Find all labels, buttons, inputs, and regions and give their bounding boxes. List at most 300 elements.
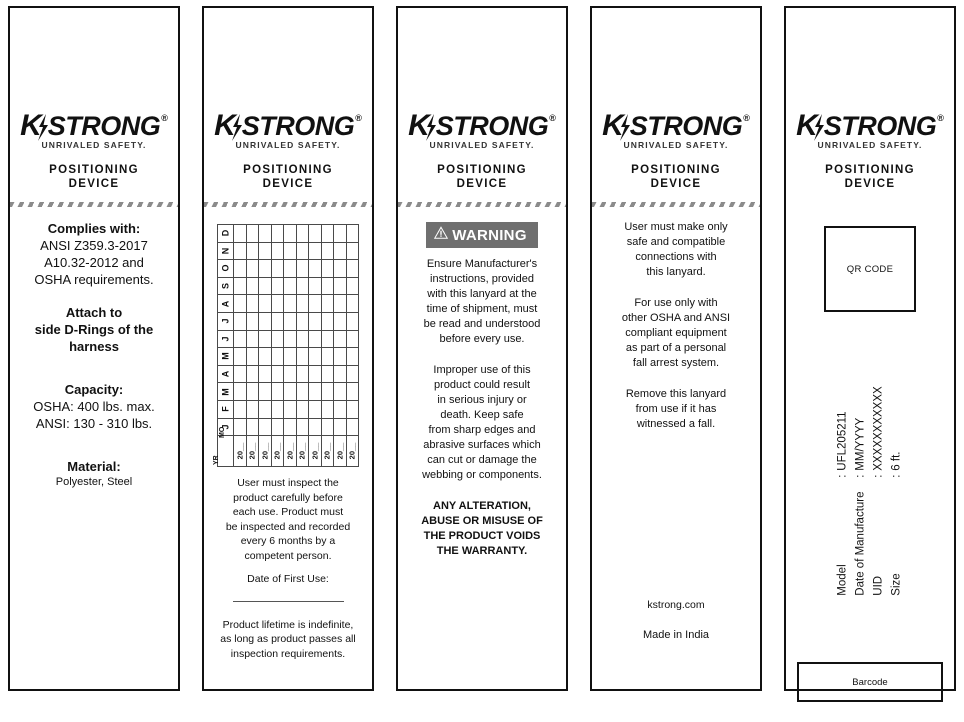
grid-cell[interactable]	[271, 277, 284, 295]
grid-cell[interactable]	[234, 312, 247, 330]
tag-panel-inspection-log	[202, 6, 374, 691]
grid-month-row	[218, 242, 359, 260]
text-line: A10.32-2012 and	[44, 255, 144, 270]
grid-cell[interactable]	[321, 225, 334, 243]
text-line: from sharp edges and	[428, 424, 536, 436]
grid-cell[interactable]	[309, 277, 322, 295]
lightning-bolt-icon	[38, 114, 49, 141]
inspection-note	[213, 476, 363, 563]
text-line: User must make only	[624, 221, 728, 233]
grid-cell[interactable]	[309, 400, 322, 418]
logo-letter-k: K	[20, 109, 41, 142]
grid-cell[interactable]	[296, 383, 309, 401]
product-title	[825, 163, 915, 191]
grid-cell[interactable]	[259, 312, 272, 330]
tag-panel-identification	[784, 6, 956, 691]
grid-cell[interactable]	[246, 418, 259, 436]
grid-cell[interactable]	[271, 260, 284, 278]
text-line: competent person.	[244, 549, 332, 562]
grid-cell[interactable]	[334, 312, 347, 330]
grid-month-row	[218, 383, 359, 401]
compatible-equipment-note	[601, 296, 751, 371]
grid-month-row	[218, 348, 359, 366]
grid-cell[interactable]	[234, 225, 247, 243]
grid-cell[interactable]	[271, 312, 284, 330]
grid-cell[interactable]	[284, 330, 297, 348]
grid-cell[interactable]	[346, 400, 359, 418]
grid-cell[interactable]	[309, 348, 322, 366]
grid-cell[interactable]	[346, 225, 359, 243]
grid-cell[interactable]	[296, 365, 309, 383]
grid-month-label: S	[218, 277, 234, 295]
logo-word-strong: STRONG	[435, 111, 549, 141]
text-line: ABUSE OR MISUSE OF	[421, 515, 543, 527]
grid-cell[interactable]	[284, 260, 297, 278]
grid-cell[interactable]	[309, 312, 322, 330]
text-line: product carefully before	[233, 491, 343, 504]
grid-month-row	[218, 312, 359, 330]
spec-key: Date of Manufacture	[855, 491, 867, 596]
grid-cell[interactable]	[346, 383, 359, 401]
grid-corner-header	[213, 426, 234, 467]
grid-cell[interactable]	[296, 277, 309, 295]
product-title-line1: POSITIONING	[49, 164, 139, 176]
product-title-line2: DEVICE	[844, 178, 896, 190]
grid-cell[interactable]	[246, 277, 259, 295]
grid-cell[interactable]	[321, 312, 334, 330]
grid-cell[interactable]	[234, 400, 247, 418]
grid-cell[interactable]	[296, 348, 309, 366]
grid-month-label: J	[218, 330, 234, 348]
spec-separator: :	[837, 474, 849, 478]
grid-month-label: M	[218, 383, 234, 401]
grid-year-label: 20__	[235, 442, 245, 460]
text-line: side D-Rings of the	[34, 322, 154, 337]
text-line: product could result	[434, 379, 530, 391]
grid-cell[interactable]	[246, 400, 259, 418]
grid-cell[interactable]	[259, 383, 272, 401]
grid-cell[interactable]	[234, 277, 247, 295]
grid-cell[interactable]	[271, 225, 284, 243]
logo-wordmark	[602, 109, 750, 142]
grid-cell[interactable]	[296, 330, 309, 348]
warning-label: WARNING	[452, 226, 527, 244]
logo-wordmark	[408, 109, 556, 142]
grid-cell[interactable]	[296, 400, 309, 418]
product-title-line2: DEVICE	[650, 178, 702, 190]
text-line: compliant equipment	[625, 327, 727, 339]
standards-list	[19, 237, 169, 288]
brand-tagline: UNRIVALED SAFETY.	[623, 140, 729, 150]
grid-cell[interactable]	[284, 225, 297, 243]
grid-month-row	[218, 400, 359, 418]
grid-cell[interactable]	[346, 365, 359, 383]
spec-key: Model	[837, 564, 849, 596]
grid-cell[interactable]	[321, 260, 334, 278]
grid-cell[interactable]	[234, 295, 247, 313]
grid-cell[interactable]	[284, 418, 297, 436]
brand-tagline: UNRIVALED SAFETY.	[41, 140, 147, 150]
logo-letter-k: K	[408, 109, 429, 142]
grid-cell[interactable]	[346, 418, 359, 436]
spec-row	[853, 386, 869, 595]
grid-month-label: J	[218, 312, 234, 330]
logo-word-strong: STRONG	[47, 111, 161, 141]
grid-year-label: 20__	[347, 442, 357, 460]
grid-year-label: 20__	[322, 442, 332, 460]
grid-cell[interactable]	[309, 383, 322, 401]
grid-cell[interactable]	[271, 365, 284, 383]
grid-cell[interactable]	[296, 312, 309, 330]
grid-cell[interactable]	[284, 295, 297, 313]
grid-year-cell[interactable]	[234, 436, 247, 467]
first-use-label: Date of First Use:	[247, 573, 329, 586]
improper-use-warning	[407, 363, 557, 483]
text-line: before every use.	[439, 333, 525, 345]
text-line: with this lanyard at the	[427, 288, 537, 300]
grid-cell[interactable]	[234, 260, 247, 278]
grid-cell[interactable]	[259, 365, 272, 383]
grid-year-row	[218, 436, 359, 467]
grid-cell[interactable]	[296, 242, 309, 260]
text-line: THE WARRANTY.	[436, 545, 528, 557]
text-line: other OSHA and ANSI	[621, 312, 731, 324]
grid-cell[interactable]	[309, 330, 322, 348]
grid-cell[interactable]	[259, 400, 272, 418]
remove-after-fall-note	[601, 387, 751, 432]
grid-cell[interactable]	[246, 242, 259, 260]
grid-year-cell[interactable]	[296, 436, 309, 467]
spec-row	[835, 386, 851, 595]
grid-cell[interactable]	[346, 295, 359, 313]
text-line: safe and compatible	[626, 236, 726, 248]
grid-cell[interactable]	[246, 312, 259, 330]
grid-year-label: 20__	[335, 442, 345, 460]
grid-cell[interactable]	[321, 348, 334, 366]
grid-cell[interactable]	[246, 295, 259, 313]
grid-cell[interactable]	[284, 400, 297, 418]
grid-cell[interactable]	[334, 330, 347, 348]
grid-year-label: 20__	[285, 442, 295, 460]
grid-corner-yr: YR	[213, 455, 220, 466]
warranty-void-notice	[407, 499, 557, 559]
text-line: ANY ALTERATION,	[433, 500, 531, 512]
grid-cell[interactable]	[246, 348, 259, 366]
grid-month-row	[218, 260, 359, 278]
grid-cell[interactable]	[321, 383, 334, 401]
registered-mark: ®	[549, 113, 556, 123]
brand-tagline: UNRIVALED SAFETY.	[429, 140, 535, 150]
grid-cell[interactable]	[296, 225, 309, 243]
grid-cell[interactable]	[334, 242, 347, 260]
grid-cell[interactable]	[309, 418, 322, 436]
grid-cell[interactable]	[346, 348, 359, 366]
grid-cell[interactable]	[309, 242, 322, 260]
grid-year-cell[interactable]	[259, 436, 272, 467]
text-line: Capacity:	[64, 382, 124, 397]
capacity-values	[19, 398, 169, 432]
grid-cell[interactable]	[234, 418, 247, 436]
inspection-grid[interactable]	[213, 224, 359, 467]
capacity-heading	[19, 381, 169, 398]
grid-cell[interactable]	[334, 348, 347, 366]
text-line: connections with	[635, 251, 717, 263]
grid-cell[interactable]	[321, 277, 334, 295]
grid-cell[interactable]	[321, 365, 334, 383]
panel-body	[10, 208, 178, 689]
grid-year-label: 20__	[247, 442, 257, 460]
status-badge	[426, 222, 538, 248]
grid-cell[interactable]	[246, 383, 259, 401]
grid-cell[interactable]	[259, 260, 272, 278]
logo-wordmark	[20, 109, 168, 142]
grid-month-label: O	[218, 260, 234, 278]
spec-value: 6 ft.	[891, 451, 903, 471]
grid-cell[interactable]	[309, 225, 322, 243]
grid-cell[interactable]	[259, 348, 272, 366]
grid-cell[interactable]	[321, 295, 334, 313]
text-line: Attach to	[65, 305, 123, 320]
grid-cell[interactable]	[284, 383, 297, 401]
tag-panel-usage	[590, 6, 762, 691]
grid-cell[interactable]	[284, 348, 297, 366]
grid-cell[interactable]	[309, 295, 322, 313]
product-title	[243, 163, 333, 191]
website-link[interactable]: kstrong.com	[647, 598, 705, 611]
grid-year-cell[interactable]	[246, 436, 259, 467]
registered-mark: ®	[937, 113, 944, 123]
tag-panel-compliance	[8, 6, 180, 691]
text-line: time of shipment, must	[426, 303, 538, 315]
logo-word-strong: STRONG	[629, 111, 743, 141]
grid-cell[interactable]	[321, 330, 334, 348]
grid-cell[interactable]	[246, 225, 259, 243]
grid-cell[interactable]	[334, 418, 347, 436]
grid-cell[interactable]	[259, 277, 272, 295]
spec-row	[871, 386, 887, 595]
country-of-origin: Made in India	[642, 629, 710, 641]
qr-code-placeholder[interactable]: QR CODE	[824, 226, 916, 312]
panel-body	[398, 208, 566, 689]
text-line: ANSI: 130 - 310 lbs.	[35, 416, 153, 431]
grid-cell[interactable]	[246, 365, 259, 383]
product-title	[631, 163, 721, 191]
grid-cell[interactable]	[234, 330, 247, 348]
grid-year-cell[interactable]	[334, 436, 347, 467]
logo-wordmark	[214, 109, 362, 142]
grid-cell[interactable]	[271, 242, 284, 260]
grid-cell[interactable]	[259, 295, 272, 313]
text-line: Polyester, Steel	[55, 476, 133, 488]
product-title-line1: POSITIONING	[243, 164, 333, 176]
tag-panel-warning	[396, 6, 568, 691]
grid-cell[interactable]	[271, 330, 284, 348]
brand-tagline: UNRIVALED SAFETY.	[235, 140, 341, 150]
grid-year-cell[interactable]	[271, 436, 284, 467]
grid-cell[interactable]	[321, 400, 334, 418]
brand-logo	[592, 8, 760, 191]
manufacturer-instructions	[407, 257, 557, 347]
grid-corner-mo: MO	[219, 426, 226, 439]
text-line: as long as product passes all	[220, 633, 356, 646]
grid-cell[interactable]	[284, 312, 297, 330]
grid-cell[interactable]	[284, 242, 297, 260]
text-line: fall arrest system.	[632, 357, 720, 369]
grid-year-label: 20__	[272, 442, 282, 460]
text-line: be read and understood	[423, 318, 541, 330]
brand-logo	[398, 8, 566, 191]
material-heading	[19, 458, 169, 475]
grid-cell[interactable]	[271, 418, 284, 436]
brand-logo	[10, 8, 178, 191]
grid-cell[interactable]	[246, 330, 259, 348]
grid-cell[interactable]	[234, 365, 247, 383]
grid-cell[interactable]	[346, 260, 359, 278]
logo-letter-k: K	[214, 109, 235, 142]
registered-mark: ®	[355, 113, 362, 123]
grid-cell[interactable]	[271, 400, 284, 418]
grid-cell[interactable]	[309, 260, 322, 278]
grid-year-label: 20__	[260, 442, 270, 460]
registered-mark: ®	[161, 113, 168, 123]
product-title-line1: POSITIONING	[437, 164, 527, 176]
grid-month-label: D	[218, 225, 234, 243]
text-line: each use. Product must	[232, 506, 344, 519]
grid-month-row	[218, 225, 359, 243]
spec-value: XXXXXXXXXXX	[873, 386, 885, 471]
grid-year-label: 20__	[297, 442, 307, 460]
grid-cell[interactable]	[259, 242, 272, 260]
grid-month-label: A	[218, 295, 234, 313]
grid-cell[interactable]	[309, 365, 322, 383]
text-line: from use if it has	[635, 403, 717, 415]
grid-cell[interactable]	[334, 365, 347, 383]
grid-month-row	[218, 295, 359, 313]
material-value	[19, 475, 169, 490]
grid-cell[interactable]	[271, 383, 284, 401]
product-title-line2: DEVICE	[456, 178, 508, 190]
grid-cell[interactable]	[271, 348, 284, 366]
complies-heading	[19, 220, 169, 237]
spec-separator: :	[891, 474, 903, 478]
text-line: webbing or components.	[422, 469, 542, 481]
grid-month-label: M	[218, 348, 234, 366]
grid-cell[interactable]	[334, 400, 347, 418]
logo-letter-k: K	[602, 109, 623, 142]
text-line: Remove this lanyard	[625, 388, 727, 400]
grid-cell[interactable]	[271, 295, 284, 313]
grid-cell[interactable]	[259, 330, 272, 348]
grid-cell[interactable]	[321, 242, 334, 260]
grid-month-row	[218, 365, 359, 383]
text-line: Improper use of this	[433, 364, 531, 376]
grid-year-cell[interactable]	[284, 436, 297, 467]
lifetime-note	[213, 618, 363, 662]
grid-cell[interactable]	[334, 260, 347, 278]
text-line: as part of a personal	[625, 342, 727, 354]
text-line: For use only with	[634, 297, 718, 309]
logo-word-strong: STRONG	[823, 111, 937, 141]
text-line: witnessed a fall.	[636, 418, 716, 430]
grid-cell[interactable]	[259, 418, 272, 436]
grid-cell[interactable]	[284, 365, 297, 383]
grid-cell[interactable]	[346, 277, 359, 295]
text-line: every 6 months by a	[240, 535, 336, 548]
spec-table-rotated	[795, 326, 945, 656]
text-line: User must inspect the	[237, 477, 339, 490]
grid-cell[interactable]	[234, 348, 247, 366]
barcode-placeholder[interactable]: Barcode	[797, 662, 943, 702]
grid-cell[interactable]	[246, 260, 259, 278]
grid-cell[interactable]	[334, 225, 347, 243]
first-use-write-line[interactable]	[233, 601, 344, 602]
grid-year-label: 20__	[310, 442, 320, 460]
text-line: ANSI Z359.3-2017	[40, 238, 148, 253]
grid-cell[interactable]	[234, 383, 247, 401]
text-line: be inspected and recorded	[225, 520, 351, 533]
grid-cell[interactable]	[334, 383, 347, 401]
grid-cell[interactable]	[346, 312, 359, 330]
grid-cell[interactable]	[321, 418, 334, 436]
text-line: inspection requirements.	[230, 647, 346, 660]
grid-cell[interactable]	[334, 295, 347, 313]
product-title-line2: DEVICE	[68, 178, 120, 190]
spec-row	[889, 386, 905, 595]
lightning-bolt-icon	[232, 114, 243, 141]
panel-body	[786, 200, 954, 722]
text-line: abrasive surfaces which	[423, 439, 541, 451]
lightning-bolt-icon	[426, 114, 437, 141]
attachment-instruction	[19, 304, 169, 355]
product-title-line2: DEVICE	[262, 178, 314, 190]
brand-logo	[786, 8, 954, 191]
text-line: THE PRODUCT VOIDS	[423, 530, 541, 542]
grid-cell[interactable]	[334, 277, 347, 295]
grid-cell[interactable]	[259, 225, 272, 243]
grid-month-label: F	[218, 400, 234, 418]
product-title	[49, 163, 139, 191]
brand-logo	[204, 8, 372, 191]
logo-wordmark	[796, 109, 944, 142]
grid-cell[interactable]	[284, 277, 297, 295]
grid-cell[interactable]	[296, 418, 309, 436]
logo-letter-k: K	[796, 109, 817, 142]
grid-cell[interactable]	[296, 260, 309, 278]
panel-body	[592, 208, 760, 689]
spec-value: MM/YYYY	[855, 417, 867, 471]
text-line: Material:	[67, 459, 121, 474]
panel-body	[204, 208, 372, 689]
grid-cell[interactable]	[234, 242, 247, 260]
lightning-bolt-icon	[814, 114, 825, 141]
grid-cell[interactable]	[346, 242, 359, 260]
safe-connections-note	[601, 220, 751, 280]
inspection-grid-wrap	[213, 224, 363, 467]
text-line: can cut or damage the	[427, 454, 537, 466]
grid-month-row	[218, 277, 359, 295]
text-line: harness	[69, 339, 119, 354]
grid-year-cell[interactable]	[346, 436, 359, 467]
grid-month-label: J	[218, 418, 234, 436]
perforation-line	[204, 200, 372, 208]
text-line: this lanyard.	[646, 266, 706, 278]
grid-year-cell[interactable]	[309, 436, 322, 467]
grid-cell[interactable]	[296, 295, 309, 313]
grid-year-cell[interactable]	[321, 436, 334, 467]
grid-cell[interactable]	[346, 330, 359, 348]
grid-month-row	[218, 418, 359, 436]
spec-key: Size	[891, 573, 903, 596]
